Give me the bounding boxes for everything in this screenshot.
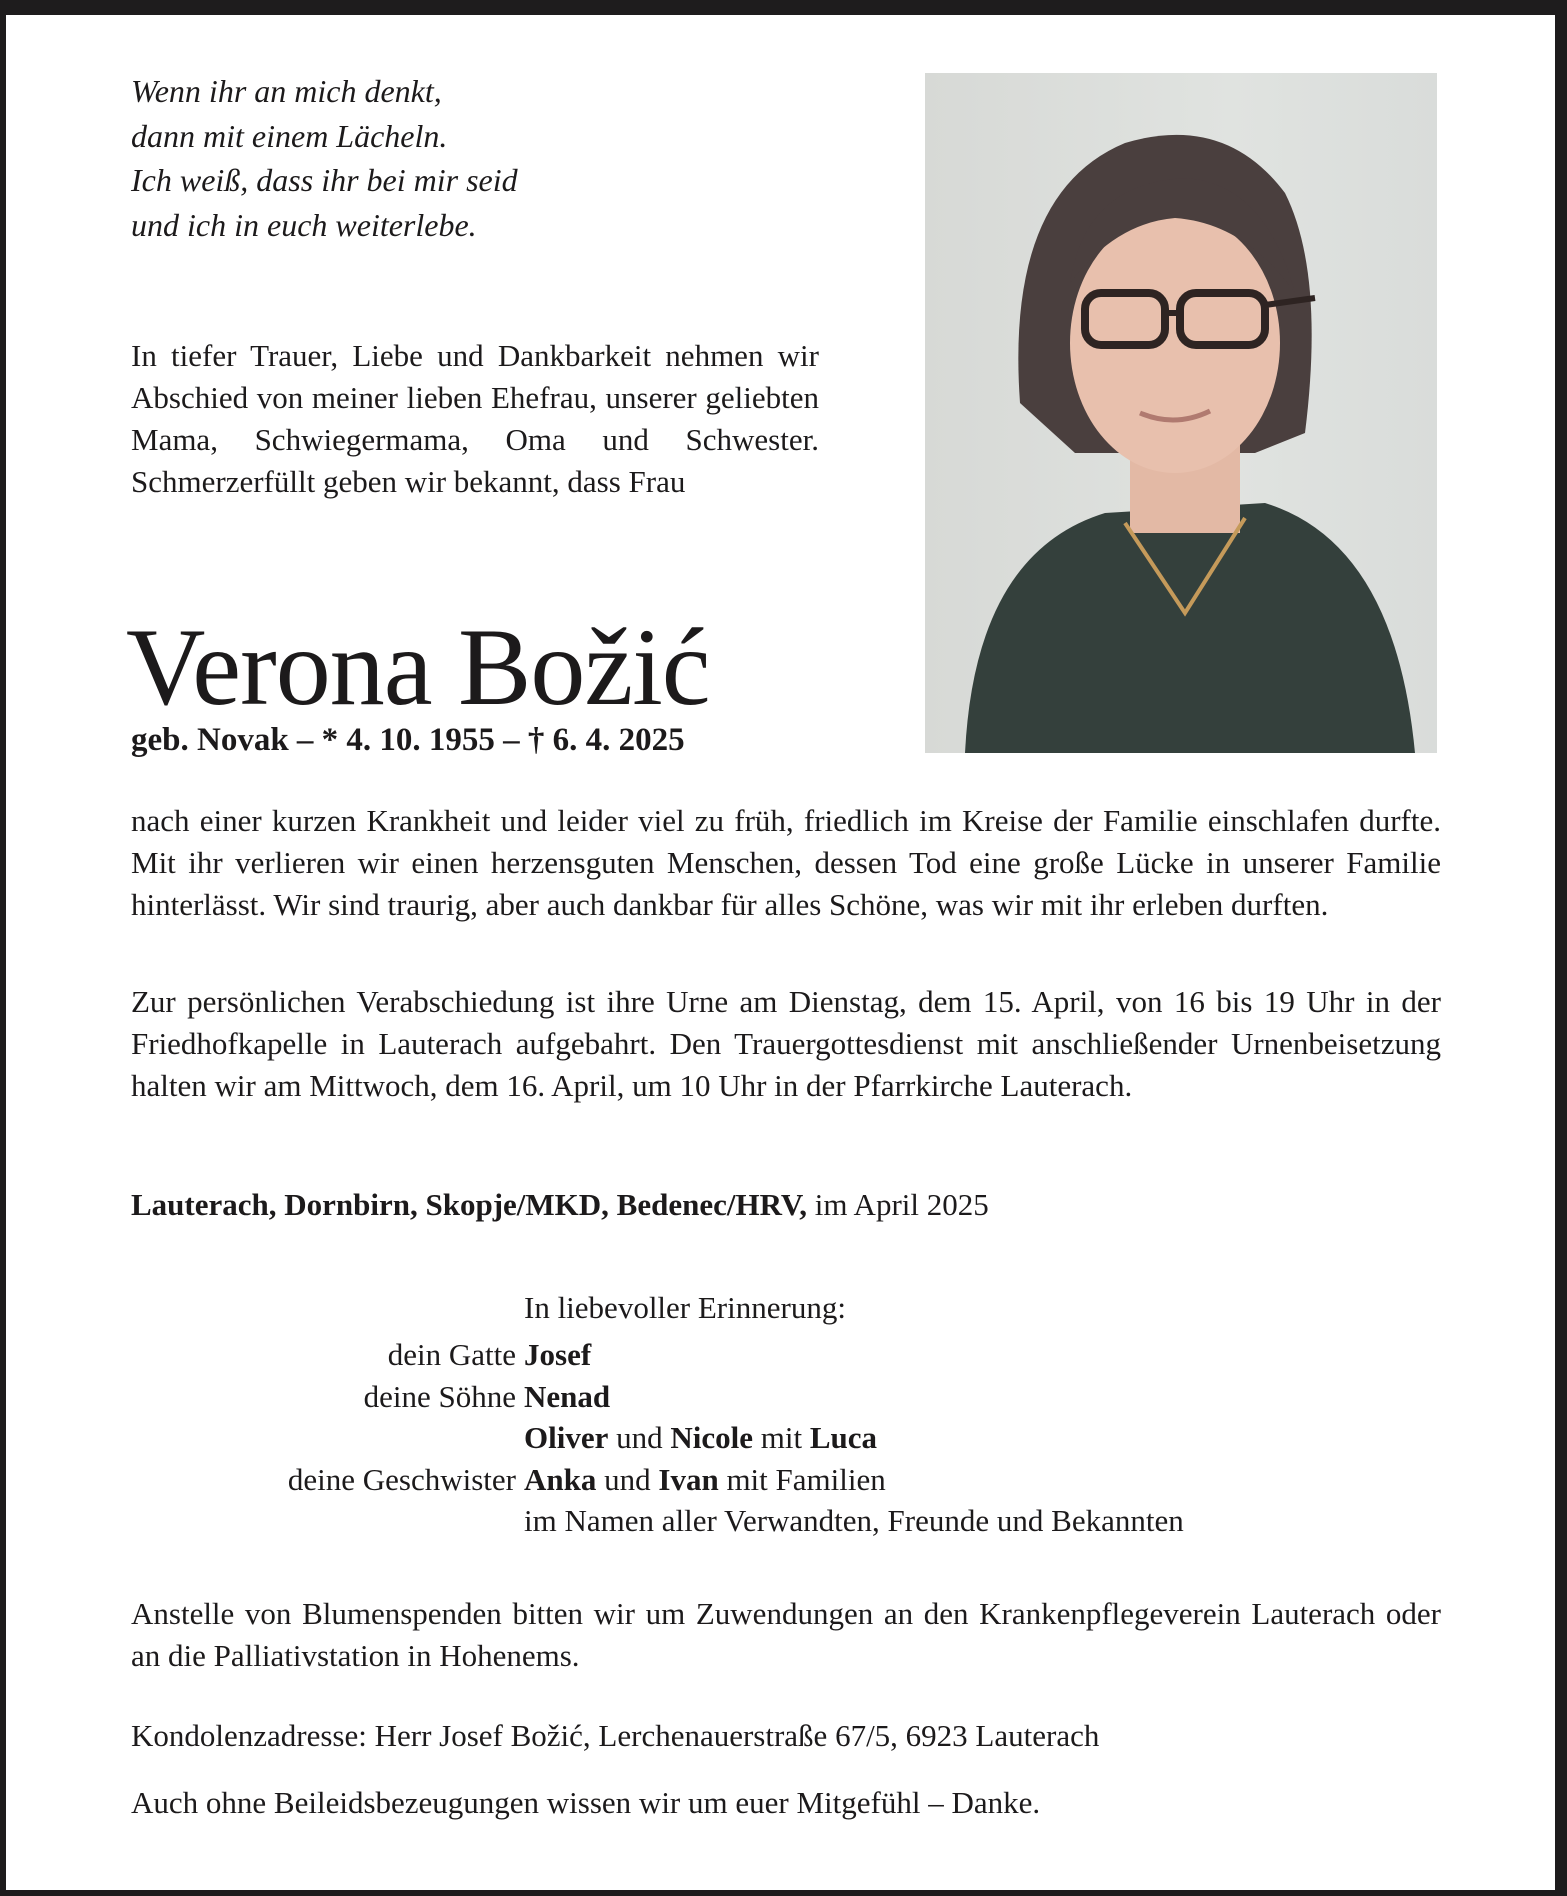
family-member-name: Nicole	[670, 1420, 753, 1455]
deceased-name: Verona Božić	[126, 606, 710, 728]
family-row	[131, 1417, 1184, 1459]
poem-line: und ich in euch weiterlebe.	[131, 206, 477, 243]
relation-label: dein Gatte	[387, 1337, 516, 1372]
remembrance-heading: In liebevoller Erinnerung:	[524, 1290, 846, 1325]
relation-label	[131, 1500, 524, 1542]
family-member-name: Luca	[809, 1420, 878, 1455]
relation-label	[131, 1417, 524, 1459]
relation-label: deine Söhne	[363, 1378, 516, 1414]
poem-line: Wenn ihr an mich denkt,	[131, 73, 442, 109]
portrait-illustration	[925, 73, 1437, 753]
connector-text: und	[608, 1420, 671, 1455]
family-member-name: Oliver	[524, 1420, 609, 1455]
donations-paragraph: Anstelle von Blumenspenden bitten wir um Zuwendungen an den Krankenpflegeverein Lauterach oder an die Palliativstation in Hohenems.	[131, 1596, 1441, 1673]
family-names	[524, 1417, 877, 1459]
connector-text: mit	[753, 1420, 810, 1455]
connector-text: mit Familien	[718, 1461, 886, 1497]
family-member-name: Anka	[524, 1461, 597, 1497]
relation-label: deine Geschwister	[287, 1461, 516, 1497]
thanks-line: Auch ohne Beileidsbezeugungen wissen wir um euer Mitgefühl – Danke.	[131, 1785, 1041, 1820]
family-row	[131, 1500, 1184, 1542]
family-member-name: Ivan	[658, 1461, 719, 1497]
connector-text: und	[596, 1461, 659, 1497]
date-line: im April 2025	[807, 1187, 989, 1222]
funeral-paragraph: Zur persönlichen Verabschiedung ist ihre Urne am Dienstag, dem 15. April, von 16 bis 19 Uhr in der Friedhofkapelle in Lauterach aufgebahrt. Den Trauergottesdienst mit anschließender Urnenbeisetzung halten wir am Mittwoch, dem 16. April, um 10 Uhr in der Pfarrkirche Lauterach.	[131, 984, 1441, 1103]
family-names	[524, 1376, 610, 1418]
family-list	[131, 1334, 1184, 1542]
family-member-name: Josef	[524, 1337, 592, 1372]
family-row	[131, 1334, 1184, 1376]
life-dates: geb. Novak – * 4. 10. 1955 – † 6. 4. 2025	[131, 722, 685, 758]
poem-line: dann mit einem Lächeln.	[131, 117, 448, 154]
family-names	[524, 1500, 1184, 1542]
family-row	[131, 1376, 1184, 1418]
locations: Lauterach, Dornbirn, Skopje/MKD, Bedenec/HRV,	[131, 1187, 808, 1222]
family-member-name: Nenad	[524, 1378, 611, 1414]
death-paragraph: nach einer kurzen Krankheit und leider viel zu früh, friedlich im Kreise der Familie einschlafen durfte. Mit ihr verlieren wir einen herzensguten Menschen, dessen Tod eine große Lücke in unserer Familie hinterlässt. Wir sind traurig, aber auch dankbar für alles Schöne, was wir mit ihr erleben durften.	[131, 803, 1441, 922]
condolence-address: Kondolenzadresse: Herr Josef Božić, Lerchenauerstraße 67/5, 6923 Lauterach	[131, 1718, 1100, 1753]
intro-paragraph: In tiefer Trauer, Liebe und Dankbarkeit nehmen wir Abschied von meiner lieben Ehefrau, unserer geliebten Mama, Schwiegermama, Oma und Schwester. Schmerzerfüllt geben wir bekannt, dass Frau	[131, 338, 819, 499]
family-names	[524, 1459, 886, 1501]
locations-line	[131, 1187, 989, 1223]
portrait-photo	[925, 73, 1437, 753]
poem-line: Ich weiß, dass ihr bei mir seid	[131, 162, 518, 198]
poem	[131, 69, 518, 247]
connector-text: im Namen aller Verwandten, Freunde und Bekannten	[524, 1503, 1184, 1538]
family-row	[131, 1459, 1184, 1501]
family-names	[524, 1334, 591, 1376]
obituary-page	[6, 15, 1555, 1890]
